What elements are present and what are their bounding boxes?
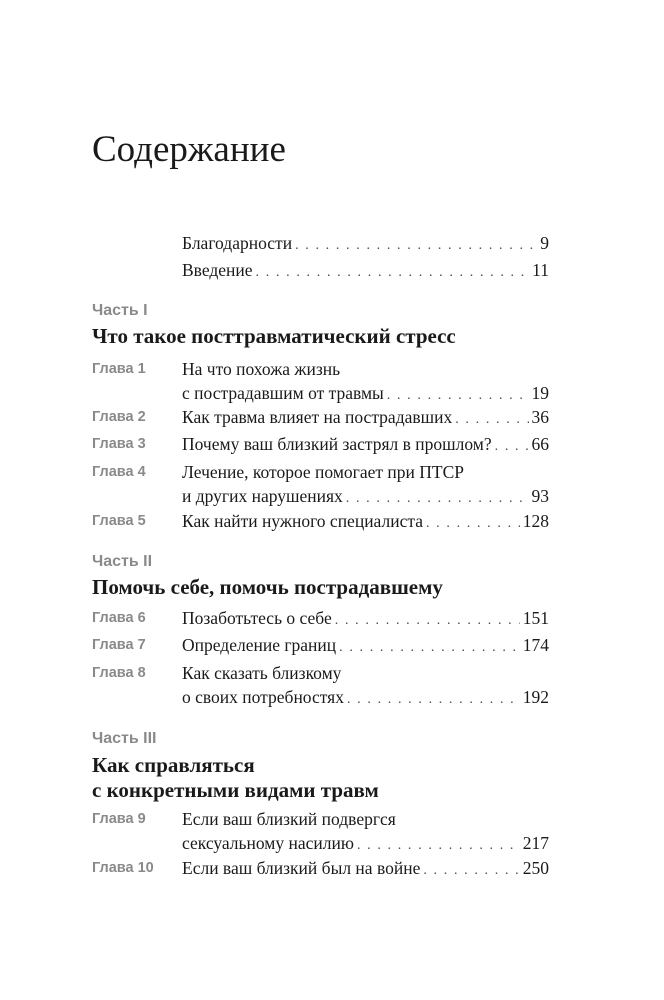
part-title: Помочь себе, помочь пострадавшему xyxy=(92,575,443,599)
page-number: 19 xyxy=(531,383,549,403)
toc-line xyxy=(182,606,549,633)
toc-line xyxy=(182,357,549,381)
toc-line xyxy=(182,831,549,858)
entry-title: Почему ваш близкий застрял в прошлом? xyxy=(182,434,492,454)
entry-title-line: сексуальному насилию xyxy=(182,833,354,853)
leader-dots xyxy=(295,234,537,258)
entry-title: Как найти нужного специалиста xyxy=(182,511,423,531)
toc-line xyxy=(182,381,549,408)
chapter-label: Глава 2 xyxy=(92,409,146,425)
toc-line xyxy=(182,685,549,712)
toc-line xyxy=(182,633,549,660)
leader-dots xyxy=(347,688,520,712)
chapter-label: Глава 9 xyxy=(92,811,146,827)
page-number: 11 xyxy=(532,260,549,280)
entry-title-line: о своих потребностях xyxy=(182,687,344,707)
chapter-label: Глава 4 xyxy=(92,464,146,480)
toc-line xyxy=(182,231,549,258)
page-number: 9 xyxy=(540,233,549,253)
chapter-label: Глава 5 xyxy=(92,513,146,529)
chapter-label: Глава 3 xyxy=(92,436,146,452)
leader-dots xyxy=(455,408,528,432)
part-label: Часть I xyxy=(92,302,148,319)
part-title-line: с конкретными видами травм xyxy=(92,778,379,802)
page-number: 174 xyxy=(522,635,549,655)
part-title-line: Как справляться xyxy=(92,753,255,777)
part-title: Что такое посттравматический стресс xyxy=(92,324,456,348)
page-number: 151 xyxy=(522,608,549,628)
page-number: 36 xyxy=(531,407,549,427)
entry-title-line: Если ваш близкий подвергся xyxy=(182,809,396,829)
toc-line xyxy=(182,258,549,285)
part-label: Часть II xyxy=(92,553,153,570)
toc-line xyxy=(182,405,549,432)
toc-line xyxy=(182,432,549,459)
toc-line xyxy=(182,856,549,883)
page-number: 93 xyxy=(531,486,549,506)
toc-line xyxy=(182,807,549,831)
leader-dots xyxy=(495,435,529,459)
part-label: Часть III xyxy=(92,730,157,747)
entry-title-line: На что похожа жизнь xyxy=(182,359,341,379)
entry-title-line: и других нарушениях xyxy=(182,486,343,506)
entry-title-line: Как сказать близкому xyxy=(182,663,342,683)
entry-title: Позаботьтесь о себе xyxy=(182,608,332,628)
toc-line xyxy=(182,460,549,484)
page-number: 217 xyxy=(522,833,549,853)
toc-line xyxy=(182,661,549,685)
leader-dots xyxy=(426,512,520,536)
entry-title-line: Лечение, которое помогает при ПТСР xyxy=(182,462,464,482)
page-number: 128 xyxy=(522,511,549,531)
leader-dots xyxy=(335,609,520,633)
leader-dots xyxy=(339,636,520,660)
leader-dots xyxy=(256,261,530,285)
entry-title-line: с пострадавшим от травмы xyxy=(182,383,384,403)
leader-dots xyxy=(346,487,529,511)
page-title: Содержание xyxy=(92,129,286,170)
toc-line xyxy=(182,484,549,511)
entry-title: Как травма влияет на пострадавших xyxy=(182,407,453,427)
chapter-label: Глава 6 xyxy=(92,610,146,626)
entry-title: Определение границ xyxy=(182,635,337,655)
entry-title: Благодарности xyxy=(182,233,293,253)
chapter-label: Глава 7 xyxy=(92,637,146,653)
entry-title: Введение xyxy=(182,260,253,280)
leader-dots xyxy=(423,859,519,883)
chapter-label: Глава 1 xyxy=(92,361,146,377)
entry-title: Если ваш близкий был на войне xyxy=(182,858,421,878)
chapter-label: Глава 8 xyxy=(92,665,146,681)
page-number: 250 xyxy=(522,858,549,878)
leader-dots xyxy=(357,834,520,858)
page-number: 66 xyxy=(531,434,549,454)
toc-line xyxy=(182,509,549,536)
chapter-label: Глава 10 xyxy=(92,860,154,876)
page-number: 192 xyxy=(522,687,549,707)
